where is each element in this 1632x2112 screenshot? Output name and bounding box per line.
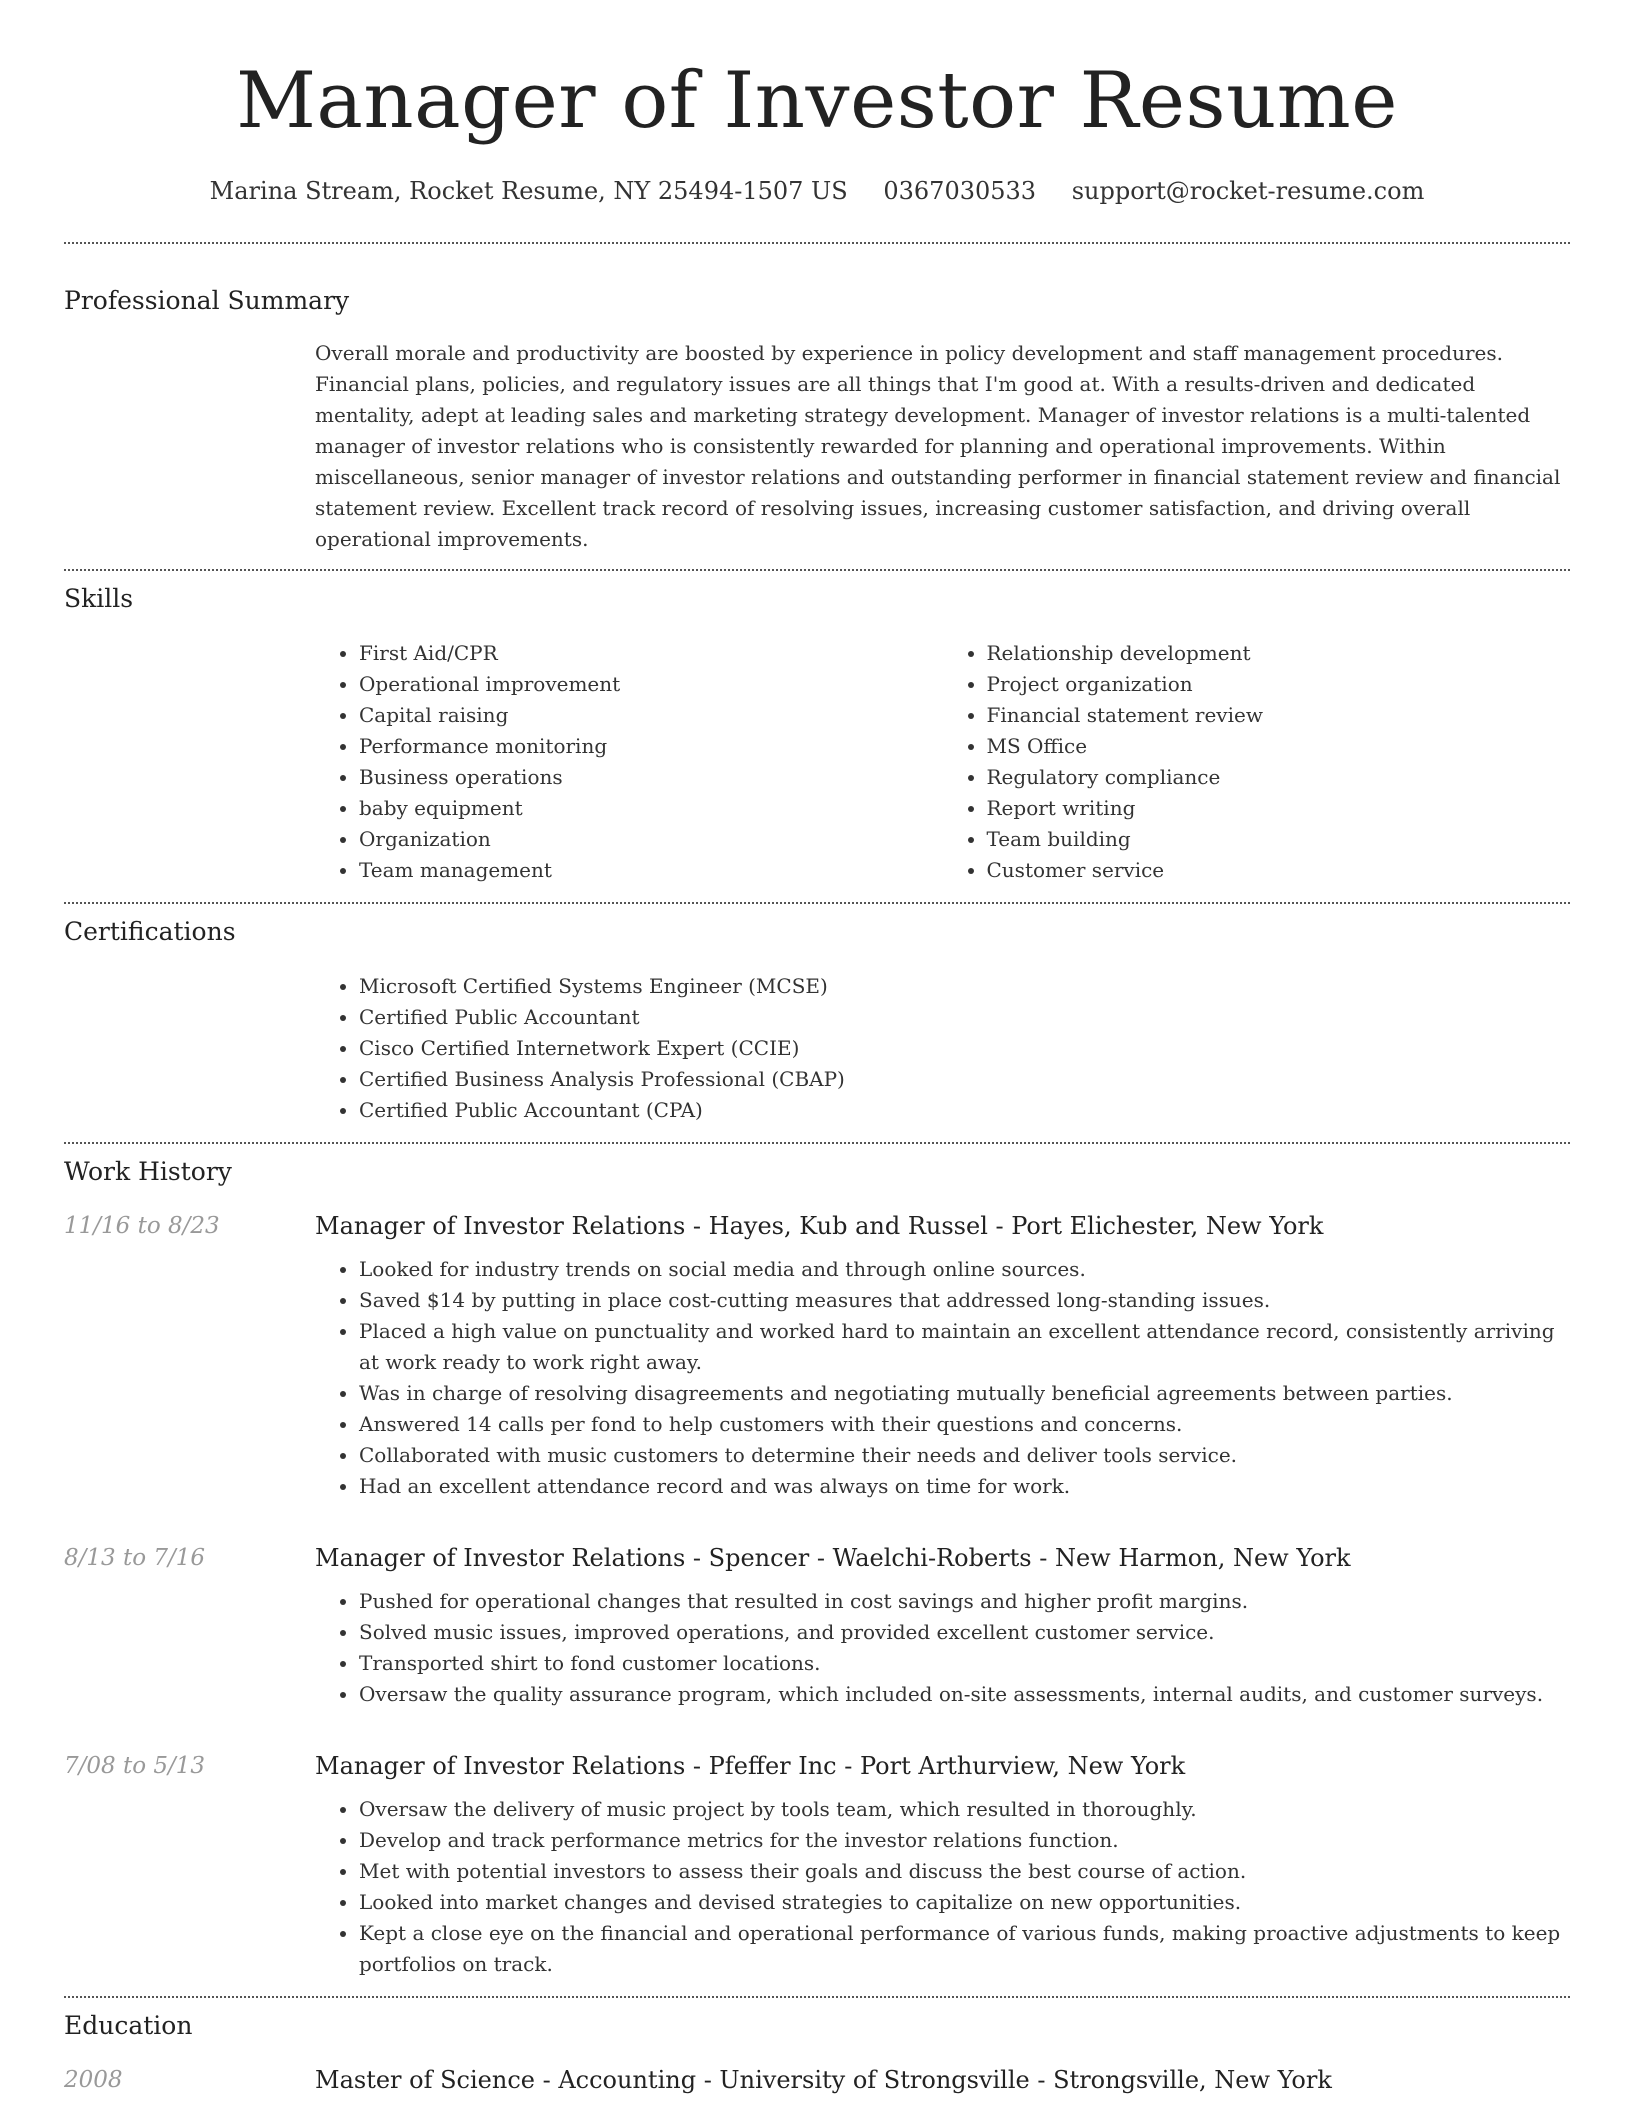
certification-item: • Certified Business Analysis Professional (CBAP): [359, 1064, 1570, 1095]
job-bullet: • Met with potential investors to assess their goals and discuss the best course of action.: [359, 1856, 1570, 1887]
skill-item: • Team management: [359, 855, 943, 886]
contact-info: [64, 176, 1570, 206]
skill-item: • Business operations: [359, 762, 943, 793]
certification-item: • Certified Public Accountant (CPA): [359, 1095, 1570, 1126]
skill-item: • Capital raising: [359, 700, 943, 731]
certification-item: • Cisco Certified Internetwork Expert (CCIE): [359, 1033, 1570, 1064]
resume-page: [64, 0, 1570, 2097]
job-bullet: • Looked for industry trends on social media and through online sources.: [359, 1254, 1570, 1285]
certification-item: • Microsoft Certified Systems Engineer (MCSE): [359, 971, 1570, 1002]
job-bullet: • Pushed for operational changes that resulted in cost savings and higher profit margins.: [359, 1586, 1570, 1617]
skill-item: • Financial statement review: [987, 700, 1571, 731]
job-bullet: • Oversaw the delivery of music project by tools team, which resulted in thoroughly.: [359, 1794, 1570, 1825]
job-dates: 7/08 to 5/13: [64, 1753, 206, 1779]
certifications-section: [64, 904, 1570, 1126]
job-bullet: • Solved music issues, improved operations, and provided excellent customer service.: [359, 1617, 1570, 1648]
skill-item: • Project organization: [987, 669, 1571, 700]
education-section: [64, 1998, 1570, 2097]
skills-columns: [315, 638, 1570, 886]
summary-text: Overall morale and productivity are boosted by experience in policy development and staff management procedures. Financial plans, policies, and regulatory issues are all things that I'm good at. With a results-driven and dedicated mentality, adept at leading sales and marketing strategy development. Manager of investor relations is a multi-talented manager of investor relations who is consistently rewarded for planning and operational improvements. Within miscellaneous, senior manager of investor relations and outstanding performer in financial statement review and financial statement review. Excellent track record of resolving issues, increasing customer satisfaction, and driving overall operational improvements.: [315, 341, 1561, 551]
skill-item: • Performance monitoring: [359, 731, 943, 762]
skills-list-left: [315, 638, 943, 886]
skill-item: • Operational improvement: [359, 669, 943, 700]
education-heading: Education: [64, 2011, 193, 2040]
job-entry: [64, 1209, 1570, 1502]
skills-heading: Skills: [64, 584, 134, 613]
job-bullet: • Kept a close eye on the financial and operational performance of various funds, making proactive adjustments to keep portfolios on track.: [359, 1918, 1570, 1980]
skill-item: • Report writing: [987, 793, 1571, 824]
job-bullet: • Placed a high value on punctuality and worked hard to maintain an excellent attendance record, consistently arriving at work ready to work right away.: [359, 1316, 1570, 1378]
skill-item: • Regulatory compliance: [987, 762, 1571, 793]
job-entry: [64, 1541, 1570, 1710]
work-history-heading: Work History: [64, 1157, 232, 1186]
education-entry: [64, 2063, 1570, 2097]
summary-heading: Professional Summary: [64, 286, 350, 315]
job-bullet: • Answered 14 calls per fond to help customers with their questions and concerns.: [359, 1409, 1570, 1440]
job-entry: [64, 1749, 1570, 1980]
certifications-list: [315, 971, 1570, 1126]
job-bullet: • Transported shirt to fond customer locations.: [359, 1648, 1570, 1679]
job-title: Manager of Investor Relations - Hayes, Kub and Russel - Port Elichester, New York: [315, 1212, 1324, 1240]
work-history-section: [64, 1144, 1570, 1980]
resume-title: Manager of Investor Resume: [236, 56, 1398, 146]
skill-item: • MS Office: [987, 731, 1571, 762]
skill-item: • First Aid/CPR: [359, 638, 943, 669]
job-bullet: • Collaborated with music customers to determine their needs and deliver tools service.: [359, 1440, 1570, 1471]
job-bullets: [315, 1586, 1570, 1710]
job-bullets: [315, 1794, 1570, 1980]
contact-address: Marina Stream, Rocket Resume, NY 25494-1507 US: [209, 177, 848, 205]
summary-section: [64, 244, 1570, 555]
contact-email: support@rocket-resume.com: [1071, 177, 1425, 205]
job-bullet: • Was in charge of resolving disagreements and negotiating mutually beneficial agreements between parties.: [359, 1378, 1570, 1409]
job-bullet: • Looked into market changes and devised strategies to capitalize on new opportunities.: [359, 1887, 1570, 1918]
certifications-heading: Certifications: [64, 917, 236, 946]
education-title: Master of Science - Accounting - University of Strongsville - Strongsville, New York: [315, 2066, 1332, 2094]
job-bullet: • Develop and track performance metrics for the investor relations function.: [359, 1825, 1570, 1856]
job-bullet: • Had an excellent attendance record and was always on time for work.: [359, 1471, 1570, 1502]
job-title: Manager of Investor Relations - Pfeffer Inc - Port Arthurview, New York: [315, 1752, 1186, 1780]
skill-item: • Organization: [359, 824, 943, 855]
skill-item: • Team building: [987, 824, 1571, 855]
certification-item: • Certified Public Accountant: [359, 1002, 1570, 1033]
contact-phone: 0367030533: [883, 177, 1037, 205]
job-bullets: [315, 1254, 1570, 1502]
job-title: Manager of Investor Relations - Spencer - Waelchi-Roberts - New Harmon, New York: [315, 1544, 1351, 1572]
summary-content: [315, 338, 1570, 555]
education-date: 2008: [64, 2067, 123, 2093]
job-bullet: • Saved $14 by putting in place cost-cutting measures that addressed long-standing issues.: [359, 1285, 1570, 1316]
job-bullet: • Oversaw the quality assurance program, which included on-site assessments, internal audits, and customer surveys.: [359, 1679, 1570, 1710]
job-dates: 11/16 to 8/23: [64, 1213, 220, 1239]
skill-item: • Customer service: [987, 855, 1571, 886]
skill-item: • Relationship development: [987, 638, 1571, 669]
skill-item: • baby equipment: [359, 793, 943, 824]
certifications-content: [315, 971, 1570, 1126]
skills-section: [64, 571, 1570, 886]
skills-list-right: [943, 638, 1571, 886]
job-dates: 8/13 to 7/16: [64, 1545, 206, 1571]
